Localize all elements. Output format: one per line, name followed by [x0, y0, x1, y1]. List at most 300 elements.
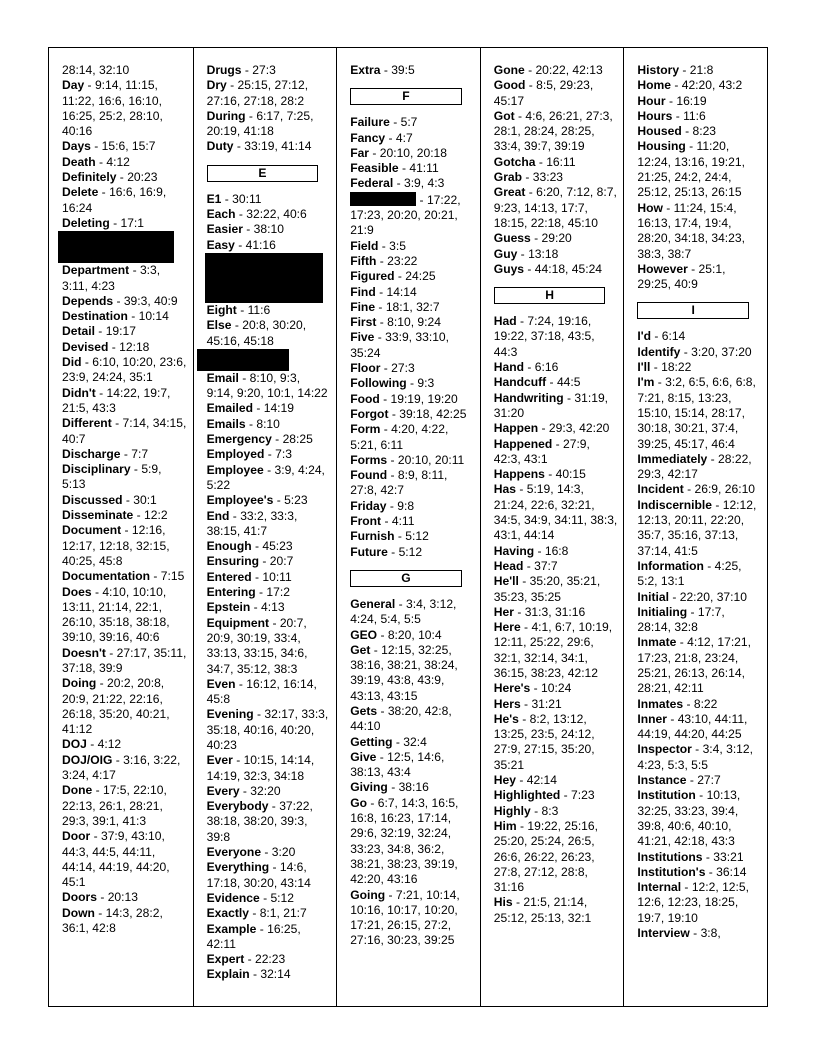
index-term: Happens [493, 467, 545, 482]
page-line-refs: 17:7, 28:14, 32:8 [637, 604, 725, 635]
page-line-refs: 18:1, 32:7 [385, 299, 440, 314]
index-entry: Definitely - 20:23 [62, 170, 158, 185]
page-line-refs: 27:3 [252, 63, 276, 77]
page-line-refs: 16:11 [546, 154, 576, 169]
index-entry: Front - 4:11 [350, 514, 415, 529]
page-line-refs: 12:16, 12:17, 12:18, 32:15, 40:25, 45:8 [62, 523, 170, 568]
index-entry: First - 8:10, 9:24 [350, 315, 441, 330]
page-line-refs: 6:7, 14:3, 16:5, 16:8, 16:23, 17:14, 29:6, 32:19, 32:24, 33:23, 34:8, 36:2, 38:21, 38:23, 39:19, 42:20, 43:16 [350, 795, 459, 887]
index-term: Hers [493, 696, 521, 711]
index-term: Inspector [637, 742, 692, 757]
page-line-refs: 32:17, 33:3, 35:18, 40:16, 40:20, 40:23 [206, 707, 329, 752]
index-entry: Employed - 7:3 [206, 447, 292, 462]
index-entry: Hers - 31:21 [493, 696, 562, 711]
index-term: Emergency [206, 432, 272, 447]
index-term: Find [350, 284, 376, 299]
page-line-refs: 42:14 [526, 773, 557, 788]
index-entry: Explain - 32:14 [206, 967, 291, 982]
index-entry: Employee - 3:9, 4:24, 5:22 [206, 462, 325, 492]
index-entry: Inmates - 8:22 [637, 696, 718, 711]
index-entry: History - 21:8 [637, 63, 714, 77]
index-entry: GEO - 8:20, 10:4 [350, 627, 442, 642]
index-term: Hours [637, 108, 673, 123]
index-term: Institution [637, 788, 696, 803]
index-entry: Didn't - 14:22, 19:7, 21:5, 43:3 [62, 385, 171, 415]
index-entry: Easy - 41:16 [206, 237, 276, 252]
page-line-refs: 7:24, 19:16, 19:22, 37:18, 43:5, 44:3 [493, 314, 595, 359]
page-line-refs: 4:10, 10:10, 13:11, 21:14, 22:1, 26:10, 35:18, 38:18, 39:10, 39:16, 40:6 [62, 584, 170, 645]
page-line-refs: 13:18 [528, 246, 559, 261]
index-term: Entering [206, 585, 256, 600]
index-term: Drugs [206, 63, 242, 77]
index-entry: Each - 32:22, 40:6 [206, 207, 307, 222]
page-line-refs: 11:6 [683, 108, 706, 123]
page-line-refs: 4:6, 26:21, 27:3, 28:1, 28:24, 28:25, 33:4, 39:7, 39:19 [493, 108, 613, 154]
index-term: Found [350, 468, 388, 483]
page-line-refs: 9:14, 11:15, 11:22, 16:6, 16:10, 16:25, 25:2, 28:10, 40:16 [62, 78, 163, 139]
index-term: Days [62, 139, 91, 154]
page-line-refs: 3:20 [271, 845, 296, 860]
index-entry: Figured - 24:25 [350, 269, 436, 284]
page-line-refs: 4:20, 4:22, 5:21, 6:11 [350, 422, 449, 452]
page-line-refs: 20:8, 30:20, 45:16, 45:18 [206, 318, 307, 348]
page-line-refs: 6:10, 10:20, 23:6, 23:9, 24:24, 35:1 [62, 355, 187, 385]
index-term: Friday [350, 498, 387, 513]
index-entry: Home - 42:20, 43:2 [637, 78, 743, 93]
index-entry: Happen - 29:3, 42:20 [493, 421, 610, 436]
index-term: Inmate [637, 635, 677, 650]
page-line-refs: 26:9, 26:10 [694, 482, 756, 497]
index-term: Down [62, 905, 95, 920]
index-entry: Gets - 38:20, 42:8, 44:10 [350, 703, 452, 734]
index-entry: Deleting - 17:1 [62, 215, 145, 230]
page-line-refs: 19:17 [105, 324, 136, 339]
page-line-refs: 12:15, 32:25, 38:16, 38:21, 38:24, 39:19, 43:8, 43:9, 43:13, 43:15 [350, 642, 458, 703]
index-entry: Information - 4:25, 5:2, 13:1 [637, 558, 742, 589]
index-term: Definitely [62, 170, 117, 185]
index-term: Fifth [350, 253, 377, 268]
index-entry: Here - 4:1, 6:7, 10:19, 12:11, 25:22, 29:6, 32:1, 32:14, 34:1, 36:15, 38:23, 42:12 [493, 620, 613, 680]
index-term: Guy [493, 246, 518, 261]
index-entry: Destination - 10:14 [62, 309, 169, 324]
index-entry: Great - 6:20, 7:12, 8:7, 9:23, 14:13, 17:7, 18:15, 22:18, 45:10 [493, 185, 617, 230]
index-entry: Hour - 16:19 [637, 93, 707, 108]
page-line-refs: 8:2, 13:12, 13:25, 23:5, 24:12, 27:9, 27:15, 35:20, 35:21 [493, 711, 595, 772]
index-entry: Go - 6:7, 14:3, 16:5, 16:8, 16:23, 17:14, 29:6, 32:19, 32:24, 33:23, 34:8, 36:2, 38:21, 38:23, 39:19, 42:20, 43:16 [350, 795, 459, 887]
index-term: Internal [637, 880, 682, 895]
index-entry: Interview - 3:8, [637, 926, 721, 941]
index-term: Emailed [206, 401, 253, 416]
page-line-refs: 29:3, 42:20 [548, 421, 610, 436]
index-term: Immediately [637, 451, 708, 466]
index-entry: Enough - 45:23 [206, 539, 293, 554]
page-line-refs: 44:5 [556, 375, 581, 390]
index-entry: Example - 16:25, 42:11 [206, 921, 301, 951]
page-line-refs: 28:25 [282, 432, 313, 447]
index-entry: Else - 20:8, 30:20, 45:16, 45:18 [206, 318, 307, 348]
page-line-refs: 5:12 [398, 544, 423, 559]
index-entry: Dry - 25:15, 27:12, 27:16, 27:18, 28:2 [206, 78, 309, 108]
index-term: Indiscernible [637, 497, 712, 512]
index-entry: Housing - 11:20, 12:24, 13:16, 19:21, 21:25, 24:2, 24:4, 25:12, 25:13, 26:15 [637, 139, 745, 200]
index-entry: Every - 32:20 [206, 783, 281, 798]
index-term: Exactly [206, 906, 249, 921]
index-term: I'm [637, 375, 655, 390]
page-line-refs: 31:19, 31:20 [493, 390, 609, 420]
index-entry: Gone - 20:22, 42:13 [493, 63, 603, 77]
page-line-refs: 9:3 [417, 376, 435, 391]
index-term: How [637, 200, 663, 215]
index-entry: Eight - 11:6 [206, 302, 271, 317]
page-line-refs: 16:8 [544, 543, 569, 558]
index-term: Food [350, 391, 380, 406]
index-entry: Entering - 17:2 [206, 585, 290, 600]
index-entry: Evening - 32:17, 33:3, 35:18, 40:16, 40:20, 40:23 [206, 707, 329, 752]
index-term: During [206, 108, 246, 123]
page-line-refs: 8:10 [256, 416, 280, 431]
page-line-refs: 14:14 [386, 284, 417, 299]
page-line-refs: 39:3, 40:9 [123, 293, 178, 308]
index-entry: Inner - 43:10, 44:11, 44:19, 44:20, 44:25 [637, 711, 748, 742]
index-term: Going [350, 887, 386, 902]
page-line-refs: 10:15, 14:14, 14:19, 32:3, 34:18 [206, 753, 315, 783]
index-term: Great [493, 185, 526, 200]
index-entry: End - 33:2, 33:3, 38:15, 41:7 [206, 508, 298, 538]
index-entry: Hand - 6:16 [493, 360, 559, 375]
index-term: Emails [206, 416, 246, 431]
page-line-refs: 22:23 [254, 952, 286, 967]
index-entry: Institution's - 36:14 [637, 864, 747, 879]
page-line-refs: 3:5 [389, 238, 406, 253]
index-term: Following [350, 376, 407, 391]
index-term: Form [350, 422, 381, 437]
index-entry: Indiscernible - 12:12, 12:13, 20:11, 22:20, 35:7, 35:16, 37:13, 37:14, 41:5 [637, 497, 757, 558]
index-term: GEO [350, 627, 378, 642]
index-term: Entered [206, 569, 252, 584]
index-term: Information [637, 558, 704, 573]
page-line-refs: 5:23 [284, 493, 308, 508]
index-term: Disseminate [62, 508, 134, 523]
index-term: Day [62, 78, 85, 93]
index-term: Destination [62, 309, 128, 324]
index-term: Here [493, 620, 521, 635]
index-term: Deleting [62, 215, 110, 230]
index-term: His [493, 895, 513, 910]
index-term: Does [62, 584, 92, 599]
page-line-refs: 27:17, 35:11, 37:18, 39:9 [62, 645, 187, 675]
page-line-refs: 5:9, 5:13 [62, 462, 162, 492]
page-line-refs: 33:2, 33:3, 38:15, 41:7 [206, 508, 298, 538]
index-column-5 [623, 48, 767, 1006]
page-line-refs: 16:6, 16:9, 16:24 [62, 185, 167, 215]
index-term: Gone [493, 63, 525, 77]
page-line-refs: 25:15, 27:12, 27:16, 27:18, 28:2 [206, 78, 309, 108]
index-entry: Everybody - 37:22, 38:18, 38:20, 39:3, 39:8 [206, 799, 313, 844]
index-entry: Easier - 38:10 [206, 222, 284, 237]
index-entry: Day - 9:14, 11:15, 11:22, 16:6, 16:10, 16:25, 25:2, 28:10, 40:16 [62, 78, 163, 139]
page-line-refs: 8:3 [541, 803, 559, 818]
index-term: Highly [493, 803, 531, 818]
page-line-refs: 5:19, 14:3, 21:24, 22:6, 32:21, 34:5, 34:9, 34:11, 38:3, 43:1, 44:14 [493, 482, 618, 543]
index-entry: During - 6:17, 7:25, 20:19, 41:18 [206, 108, 314, 139]
index-entry: Email - 8:10, 9:3, 9:14, 9:20, 10:1, 14:22 [206, 370, 328, 401]
page-line-refs: 27:9, 42:3, 43:1 [493, 436, 590, 466]
index-term: Forgot [350, 406, 389, 421]
index-term: Here's [493, 681, 531, 696]
index-term: Field [350, 238, 379, 253]
index-term: Fine [350, 299, 376, 314]
index-term: Hand [493, 360, 525, 375]
index-column-4 [480, 48, 624, 1006]
index-term: Easy [206, 237, 235, 252]
page-line-refs: 10:13, 32:25, 33:23, 39:4, 39:8, 40:6, 40:10, 41:21, 42:18, 43:3 [637, 788, 741, 849]
index-term: Initialing [637, 604, 688, 619]
index-term: Him [493, 818, 517, 833]
index-entry: However - 25:1, 29:25, 40:9 [637, 261, 726, 292]
index-term: Get [350, 642, 371, 657]
index-term: Duty [206, 139, 234, 154]
index-entry: Give - 12:5, 14:6, 38:13, 43:4 [350, 749, 445, 780]
index-term: Every [206, 783, 240, 798]
index-entry: Form - 4:20, 4:22, 5:21, 6:11 [350, 422, 449, 452]
page-line-refs: 4:12, 17:21, 17:23, 21:8, 23:24, 25:21, 26:13, 26:14, 28:21, 42:11 [637, 635, 751, 696]
index-term: Everyone [206, 845, 262, 860]
index-entry: He's - 8:2, 13:12, 13:25, 23:5, 24:12, 27:9, 27:15, 35:20, 35:21 [493, 711, 595, 772]
page-line-refs: 3:9, 4:3 [403, 176, 445, 191]
page-line-refs: 20:7, 20:9, 30:19, 33:4, 33:13, 33:15, 34:6, 34:7, 35:12, 38:3 [206, 615, 308, 676]
index-entry: Delete - 16:6, 16:9, 16:24 [62, 185, 167, 215]
index-term: Explain [206, 967, 250, 982]
index-term: Grab [493, 170, 523, 185]
index-entry: Expert - 22:23 [206, 952, 286, 967]
page-line-refs: 16:25, 42:11 [206, 921, 301, 951]
index-entry: E1 - 30:11 [206, 191, 262, 206]
index-entry: Days - 15:6, 15:7 [62, 139, 156, 154]
index-entry: Happens - 40:15 [493, 467, 586, 482]
index-entry: Him - 19:22, 25:16, 25:20, 25:24, 26:5, 26:6, 26:22, 26:23, 27:8, 27:12, 28:8, 31:16 [493, 818, 598, 895]
index-entry: Failure - 5:7 [350, 115, 418, 130]
index-term: Equipment [206, 615, 270, 630]
page-line-refs: 19:22, 25:16, 25:20, 25:24, 26:5, 26:6, 26:22, 26:23, 27:8, 27:12, 28:8, 31:16 [493, 818, 598, 895]
page-line-refs: 7:21, 10:14, 10:16, 10:17, 10:20, 17:21, 26:15, 27:2, 27:16, 30:23, 39:25 [350, 887, 460, 948]
page-line-refs: 12:2 [144, 508, 168, 523]
page-line-refs: 14:19 [263, 401, 294, 416]
page-line-refs: 3:16, 3:22, 3:24, 4:17 [62, 752, 181, 783]
index-term: Hour [637, 93, 666, 108]
index-entry: Document - 12:16, 12:17, 12:18, 32:15, 40:25, 45:8 [62, 523, 170, 568]
index-entry: Detail - 19:17 [62, 324, 136, 339]
index-term: Fancy [350, 130, 386, 145]
index-term: Instance [637, 773, 687, 788]
page-line-refs: 20:7 [269, 554, 294, 569]
letter-header: G [350, 570, 462, 587]
index-entry: Hours - 11:6 [637, 108, 706, 123]
index-entry: Fine - 18:1, 32:7 [350, 299, 440, 314]
index-entry: Documentation - 7:15 [62, 569, 185, 584]
page-line-refs: 5:7 [400, 115, 418, 130]
page-line-refs: 24:25 [405, 269, 436, 284]
index-entry: Everyone - 3:20 [206, 845, 296, 860]
index-term: Employed [206, 447, 265, 462]
page-line-refs: 39:18, 42:25 [399, 406, 467, 421]
index-term: Institution's [637, 864, 706, 879]
index-term: Different [62, 416, 112, 431]
page-line-refs: 27:3 [391, 361, 415, 376]
index-entry: Good - 8:5, 29:23, 45:17 [493, 78, 594, 108]
index-term: Discharge [62, 446, 121, 461]
page-line-refs: 41:16 [245, 237, 276, 252]
page-line-refs: 32:14 [260, 967, 291, 982]
page-line-refs: 8:10, 9:3, 9:14, 9:20, 10:1, 14:22 [206, 370, 328, 401]
page-line-refs: 11:6 [247, 302, 271, 317]
index-term: Identify [637, 344, 681, 359]
index-term: Highlighted [493, 788, 561, 803]
index-entry: Guess - 29:20 [493, 231, 572, 246]
page-line-refs: 17:5, 22:10, 22:13, 26:1, 28:21, 29:3, 39:1, 41:3 [62, 783, 167, 828]
page-line-refs: 38:16 [398, 780, 429, 795]
index-term: Housing [637, 139, 686, 154]
index-entry: Grab - 33:23 [493, 170, 564, 185]
index-entry: Instance - 27:7 [637, 773, 721, 788]
index-entry: I'd - 6:14 [637, 329, 686, 344]
index-term: Employee [206, 462, 264, 477]
index-term: DOJ [62, 737, 87, 752]
index-term: Death [62, 154, 96, 169]
index-term: Evening [206, 707, 254, 722]
index-entry: Entered - 10:11 [206, 569, 292, 584]
index-term: Even [206, 676, 236, 691]
index-entry: Head - 37:7 [493, 558, 558, 573]
index-term: Doing [62, 676, 97, 691]
index-term: I'd [637, 329, 651, 344]
page-line-refs: 45:23 [262, 539, 293, 554]
index-entry: Disseminate - 12:2 [62, 508, 168, 523]
redaction-block [350, 192, 416, 206]
page-line-refs: 16:12, 16:14, 45:8 [206, 676, 317, 707]
page-line-refs: 20:10, 20:11 [397, 452, 465, 467]
index-entry: Feasible - 41:11 [350, 161, 439, 176]
index-entry: Highlighted - 7:23 [493, 788, 595, 803]
index-term: Doors [62, 890, 97, 905]
index-entry: Federal - 3:9, 4:3 [350, 176, 445, 191]
page-line-refs: 42:20, 43:2 [681, 78, 743, 93]
index-entry: Emails - 8:10 [206, 416, 280, 431]
page-line-refs: 8:23 [692, 124, 717, 139]
page-line-refs: 11:24, 15:4, 16:13, 17:4, 19:4, 28:20, 34:18, 34:23, 38:3, 38:7 [637, 200, 745, 261]
page-line-refs: 28:22, 29:3, 42:17 [637, 451, 752, 482]
index-term: Gotcha [493, 154, 536, 169]
index-term: Go [350, 795, 367, 810]
index-entry: Department - 3:3, 3:11, 4:23 [62, 263, 161, 293]
index-term: DOJ/OIG [62, 752, 113, 767]
index-term: End [206, 508, 230, 523]
page-line-refs: 11:20, 12:24, 13:16, 19:21, 21:25, 24:2, 24:4, 25:12, 25:13, 26:15 [637, 139, 745, 200]
page-line-refs: 6:17, 7:25, 20:19, 41:18 [206, 108, 314, 139]
index-term: Future [350, 544, 388, 559]
index-term: He'll [493, 574, 519, 589]
page-line-refs: 7:7 [131, 446, 149, 461]
index-entry: Got - 4:6, 26:21, 27:3, 28:1, 28:24, 28:25, 33:4, 39:7, 39:19 [493, 108, 613, 154]
index-entry: Ensuring - 20:7 [206, 554, 294, 569]
index-term: I'll [637, 360, 651, 375]
page-line-refs: 4:12 [97, 737, 122, 752]
index-term: Did [62, 355, 82, 370]
index-term: Feasible [350, 161, 399, 176]
page-line-refs: 40:15 [555, 467, 586, 482]
index-term: Email [206, 370, 239, 385]
index-term: E1 [206, 191, 222, 206]
page-line-refs: 32:22, 40:6 [246, 207, 307, 222]
index-entry: Even - 16:12, 16:14, 45:8 [206, 676, 317, 707]
index-term: Discussed [62, 492, 123, 507]
page-line-refs: 4:1, 6:7, 10:19, 12:11, 25:22, 29:6, 32:1, 32:14, 34:1, 36:15, 38:23, 42:12 [493, 620, 613, 680]
page-line-refs: 8:1, 21:7 [259, 906, 307, 921]
index-term: Institutions [637, 849, 703, 864]
index-term: Each [206, 207, 236, 222]
page-line-refs: 33:19, 41:14 [244, 139, 312, 154]
redaction-block [205, 253, 323, 303]
redaction-block [197, 349, 289, 371]
index-term: Door [62, 829, 91, 844]
index-entry: Exactly - 8:1, 21:7 [206, 906, 307, 921]
index-entry: Depends - 39:3, 40:9 [62, 293, 178, 308]
index-entry: His - 21:5, 21:14, 25:12, 25:13, 32:1 [493, 895, 592, 925]
page-line-refs: 16:19 [676, 93, 707, 108]
index-entry: Devised - 12:18 [62, 339, 150, 354]
index-term: Happen [493, 421, 539, 436]
index-column-1 [49, 48, 193, 1006]
index-term: Inner [637, 711, 667, 726]
index-term: Housed [637, 124, 682, 139]
index-term: Eight [206, 302, 237, 317]
page-line-refs: 10:11 [262, 569, 292, 584]
index-entry: Fancy - 4:7 [350, 130, 413, 145]
index-entry: Furnish - 5:12 [350, 529, 429, 544]
page-line-refs: 33:9, 33:10, 35:24 [350, 330, 450, 360]
index-entry: Extra - 39:5 [350, 63, 415, 77]
index-entry: Drugs - 27:3 [206, 63, 276, 77]
index-term: Happened [493, 436, 553, 451]
index-entry: General - 3:4, 3:12, 4:24, 5:4, 5:5 [350, 596, 457, 627]
index-entry: Had - 7:24, 19:16, 19:22, 37:18, 43:5, 44:3 [493, 314, 595, 359]
page-line-refs: 3:4, 3:12, 4:23, 5:3, 5:5 [637, 742, 753, 772]
index-column-2 [193, 48, 337, 1006]
page-line-refs: 33:21 [713, 849, 744, 864]
index-term: Detail [62, 324, 95, 339]
index-term: Ever [206, 753, 233, 768]
page-line-refs: 32:20 [250, 783, 281, 798]
index-term: Her [493, 604, 514, 619]
page-line-refs: 7:15 [160, 569, 185, 584]
index-term: Has [493, 482, 516, 497]
page-line-refs: 10:14 [138, 309, 169, 324]
page-line-refs: 35:20, 35:21, 35:23, 35:25 [493, 574, 601, 604]
letter-header: I [637, 302, 749, 319]
index-entry: Down - 14:3, 28:2, 36:1, 42:8 [62, 905, 163, 936]
index-term: Giving [350, 780, 388, 795]
page-line-refs: 5:12 [270, 890, 294, 905]
index-entry: Incident - 26:9, 26:10 [637, 482, 756, 497]
index-term: History [637, 63, 680, 77]
index-term: Disciplinary [62, 462, 131, 477]
page-line-refs: 23:22 [387, 253, 418, 268]
index-term: Getting [350, 734, 393, 749]
index-entry: Does - 4:10, 10:10, 13:11, 21:14, 22:1, 26:10, 35:18, 38:18, 39:10, 39:16, 40:6 [62, 584, 170, 645]
index-entry [62, 63, 187, 78]
page-line-refs: 4:25, 5:2, 13:1 [637, 558, 742, 589]
index-entry: Future - 5:12 [350, 544, 423, 559]
index-entry: Going - 7:21, 10:14, 10:16, 10:17, 10:20, 17:21, 26:15, 27:2, 27:16, 30:23, 39:25 [350, 887, 460, 948]
